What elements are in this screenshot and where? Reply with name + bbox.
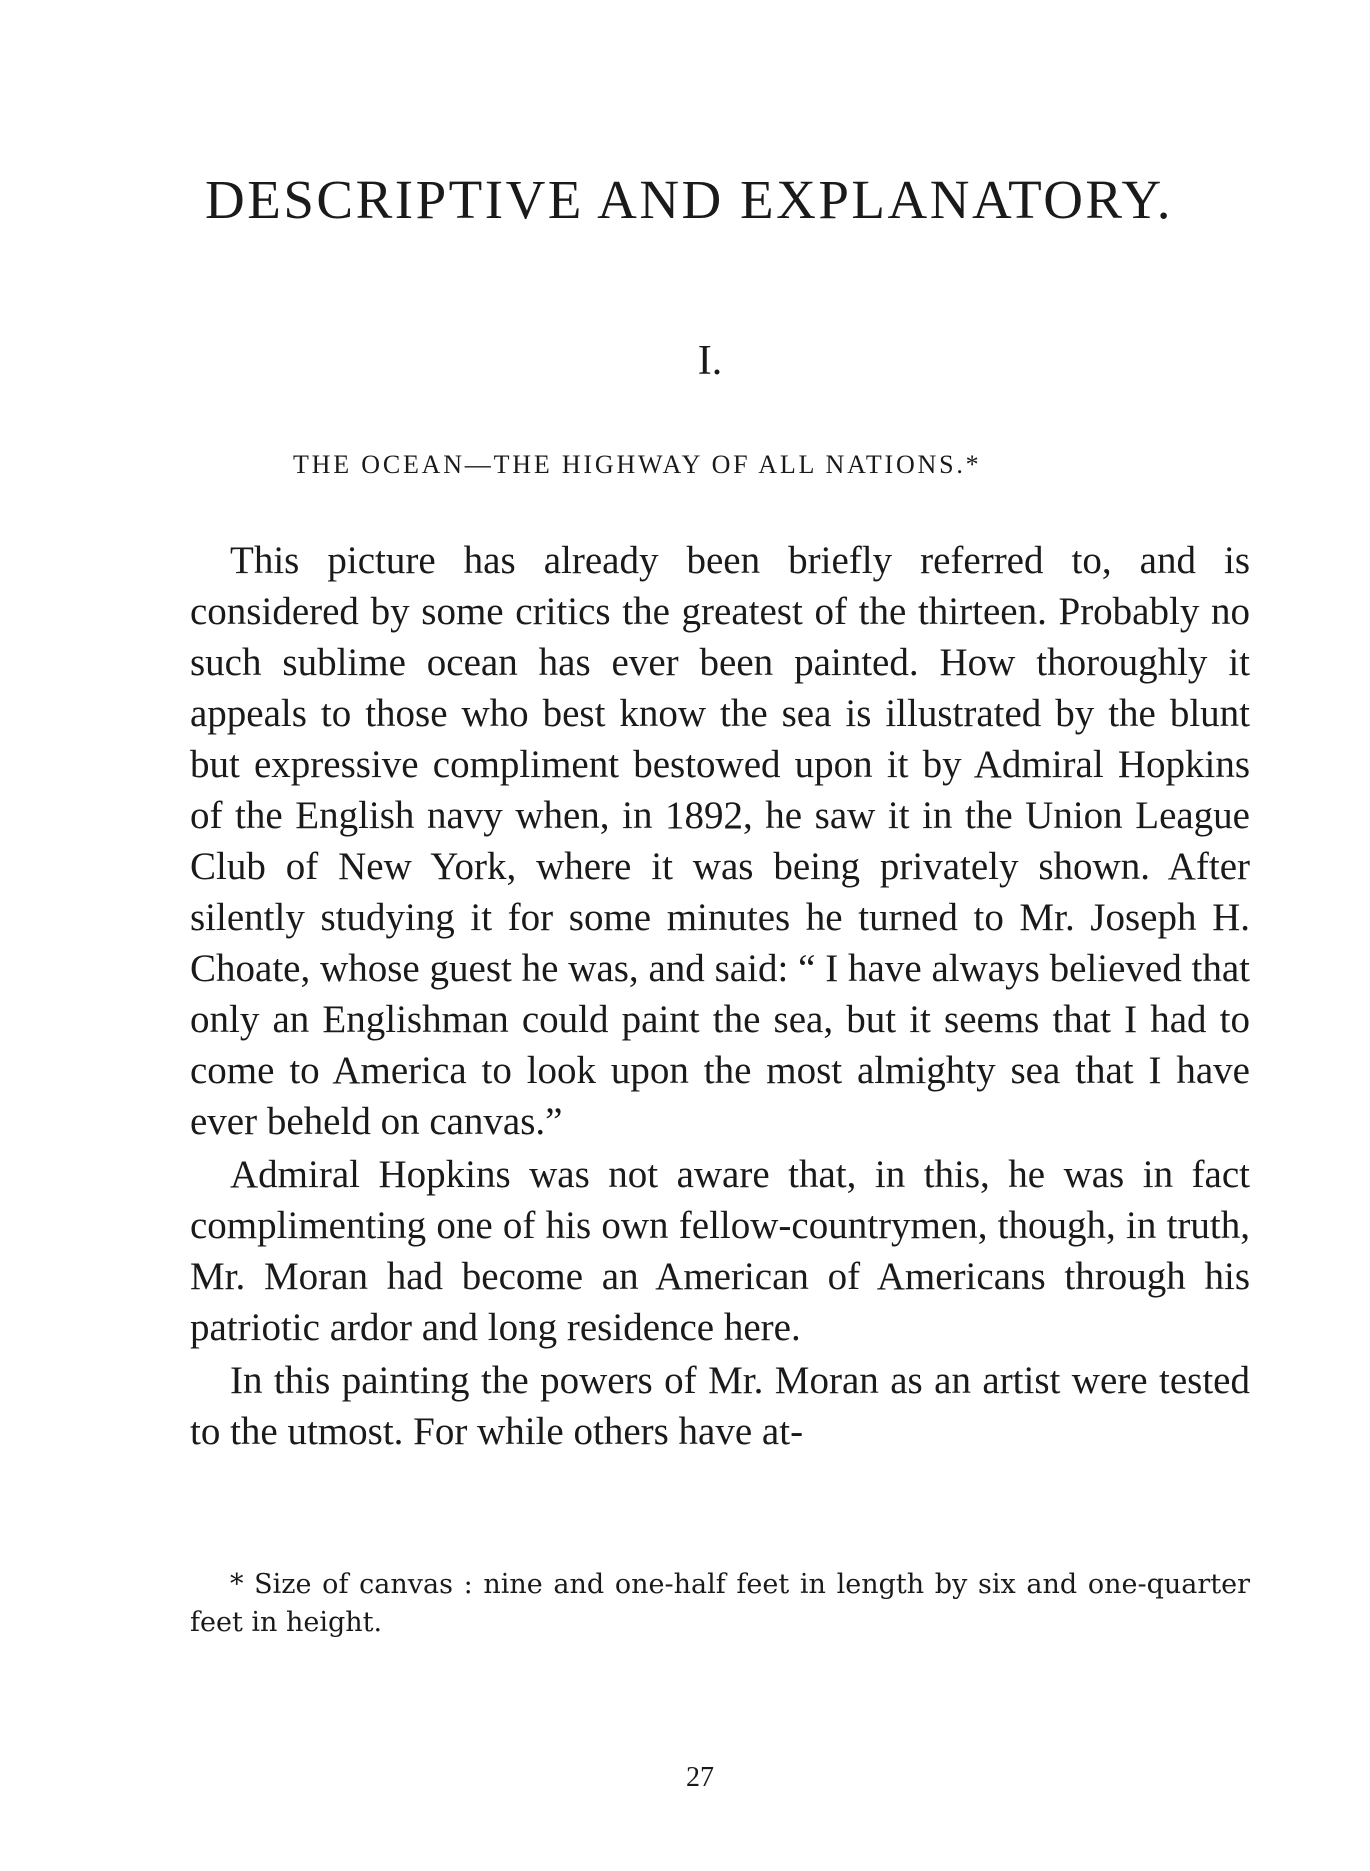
chapter-number: I. — [697, 338, 723, 384]
paragraph: This picture has already been briefly referred to, and is considered by some critics the greatest of the thirteen. Probably no such sublime ocean has ever been painted. How thoroughly it appeals to those who best know the sea is illustrated by the blunt but expressive compliment bestowed upon it by Admiral Hopkins of the English navy when, in 1892, he saw it in the Union League Club of New York, where it was being privately shown. After silently studying it for some minutes he turned to Mr. Joseph H. Choate, whose guest he was, and said: “ I have always believed that only an Englishman could paint the sea, but it seems that I had to come to America to look upon the most almighty sea that I have ever beheld on canvas.” — [190, 539, 1250, 1143]
page-heading: DESCRIPTIVE AND EXPLANATORY. — [205, 169, 1173, 230]
section-title: THE OCEAN—THE HIGHWAY OF ALL NATIONS.* — [293, 450, 982, 479]
paragraph: Admiral Hopkins was not aware that, in this, he was in fact complimenting one of his own fellow-countrymen, though, in truth, Mr. Moran had become an American of Americans through his patriotic ardor and long residence here. — [190, 1153, 1250, 1349]
footnote: * Size of canvas : nine and one-half feet in length by six and one-quarter feet in height. — [190, 1569, 1250, 1638]
body-text — [190, 535, 1250, 1457]
page-number: 27 — [686, 1762, 714, 1793]
paragraph: In this painting the powers of Mr. Moran as an artist were tested to the utmost. For while others have at- — [190, 1359, 1250, 1453]
